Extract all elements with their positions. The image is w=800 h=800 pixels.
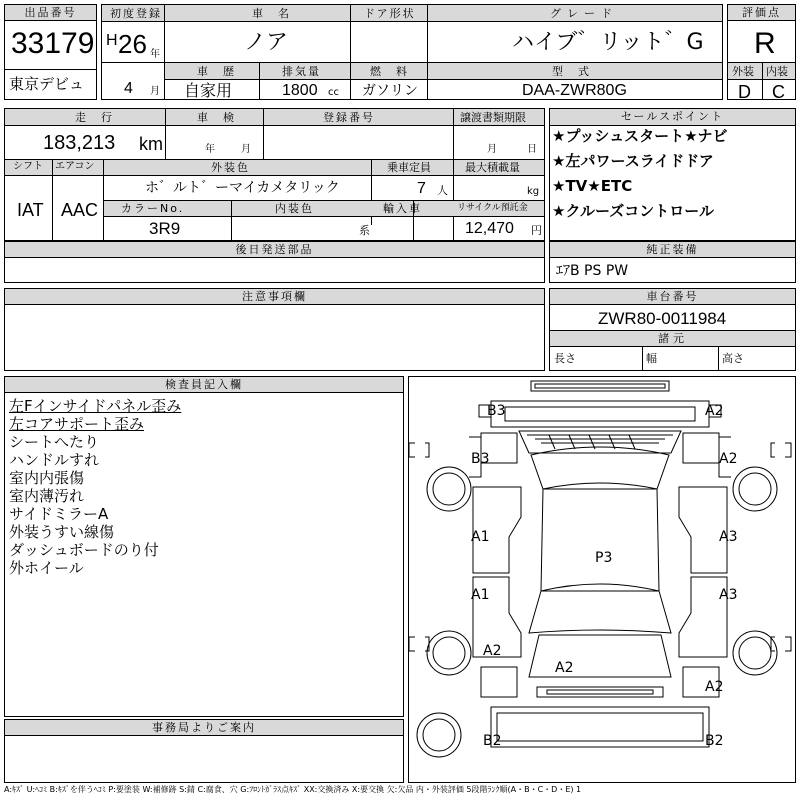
inspector-remark: 外装うすい線傷: [9, 523, 115, 541]
aircon-label: エアコン: [55, 161, 95, 172]
damage-mark: A2: [555, 660, 574, 676]
interior-label: 内装: [766, 65, 788, 78]
office-label: 事務局よりご案内: [5, 720, 403, 736]
car-name-label: 車 名: [252, 7, 291, 20]
int-color-label: 内装色: [275, 202, 314, 215]
detail-box: [4, 108, 545, 241]
notes-box: [4, 288, 545, 371]
damage-mark: B3: [487, 403, 506, 419]
damage-mark: P3: [595, 550, 613, 566]
era: H: [106, 32, 118, 49]
max-load-label: 最大積載量: [465, 161, 520, 174]
chassis-no-label: 車台番号: [550, 289, 795, 305]
damage-diagram-box: [408, 376, 796, 783]
genuine-equip-box: [549, 241, 796, 283]
inspector-remark: シートへたり: [9, 433, 100, 451]
inspector-remark: ハンドルすれ: [9, 451, 100, 469]
damage-mark: A2: [483, 643, 502, 659]
genuine-equip-label: 純正装備: [550, 242, 795, 258]
displacement-unit: cc: [328, 87, 339, 98]
max-load-unit: kg: [527, 186, 540, 197]
score-value: R: [754, 27, 776, 60]
damage-mark: B3: [471, 451, 490, 467]
capacity-unit: 人: [437, 184, 448, 197]
height-label: 高さ: [722, 352, 744, 365]
office-box: [4, 719, 404, 783]
later-parts-label: 後日発送部品: [5, 242, 544, 258]
exterior-grade: D: [738, 82, 751, 102]
door-label: ドア形状: [364, 7, 416, 20]
fuel-value: ガソリン: [362, 83, 418, 99]
first-reg-label: 初度登録: [110, 7, 162, 20]
mileage-value: 183,213: [43, 132, 116, 154]
inspection-month-unit: 月: [241, 144, 251, 155]
inspector-remark: サイドミラーA: [9, 505, 109, 523]
color-no-label: カラーNo.: [121, 202, 185, 215]
sales-point-item: ★左パワースライドドア: [552, 152, 714, 170]
damage-mark: A2: [705, 679, 724, 695]
vehicle-info-box: [101, 4, 723, 100]
damage-mark: A1: [471, 529, 490, 545]
ext-color-value: ホ゛ルト゛ーマイカメタリック: [145, 180, 340, 196]
inspector-remark: 室内薄汚れ: [9, 487, 85, 505]
specs-label: 諸元: [658, 332, 688, 345]
grade-label: グレード: [550, 7, 618, 20]
color-no-value: 3R9: [149, 219, 181, 238]
model-code: DAA-ZWR80G: [522, 82, 627, 99]
transfer-day-unit: 日: [527, 144, 537, 155]
damage-mark: A2: [719, 451, 738, 467]
mileage-label: 走 行: [75, 111, 114, 124]
shift-value: IAT: [17, 200, 44, 220]
capacity-value: 7: [417, 180, 426, 197]
recycle-value: 12,470: [465, 220, 514, 237]
reg-year: 26: [118, 29, 147, 59]
inspector-remark: 左Fインサイドパネル歪み: [9, 397, 182, 415]
notes-label: 注意事項欄: [5, 289, 544, 305]
damage-mark: A2: [705, 403, 724, 419]
venue-name: 東京デビュ: [9, 75, 85, 93]
sales-point-item: ★TV★ETC: [552, 177, 633, 195]
mileage-unit: km: [139, 134, 163, 154]
year-unit: 年: [150, 49, 160, 60]
inspector-label: 検査員記入欄: [5, 377, 403, 393]
car-body-diagram: [409, 377, 795, 782]
chassis-no-value: ZWR80-0011984: [598, 309, 727, 328]
inspector-remark: 室内内張傷: [9, 469, 85, 487]
history-value: 自家用: [184, 81, 233, 100]
chassis-box: [549, 288, 796, 371]
damage-mark: B2: [705, 733, 724, 749]
history-label: 車 歴: [197, 65, 236, 78]
inspection-label: 車 検: [197, 111, 236, 124]
damage-mark: B2: [483, 733, 502, 749]
fuel-label: 燃 料: [370, 65, 409, 78]
lot-number-box: [4, 4, 97, 100]
reg-month: 4: [124, 80, 133, 97]
model-code-label: 型 式: [552, 65, 591, 78]
int-color-unit: 系: [359, 224, 370, 237]
score-box: [727, 4, 796, 100]
exterior-label: 外装: [732, 65, 754, 78]
capacity-label: 乗車定員: [387, 161, 431, 174]
car-name: ノア: [244, 30, 289, 55]
grade: ハイブ゛リット゛G: [512, 30, 704, 55]
inspection-year-unit: 年: [205, 144, 215, 155]
damage-mark: A1: [471, 587, 490, 603]
damage-mark: A3: [719, 529, 738, 545]
lot-number-label: 出品番号: [5, 5, 96, 21]
recycle-unit: 円: [531, 224, 542, 237]
sales-points-label: セールスポイント: [550, 109, 795, 126]
interior-grade: C: [772, 82, 785, 102]
aircon-value: AAC: [61, 200, 99, 220]
month-unit: 月: [150, 86, 160, 97]
displacement-value: 1800: [282, 82, 318, 99]
damage-mark: A3: [719, 587, 738, 603]
length-label: 長さ: [554, 352, 576, 365]
inspector-remark: ダッシュボードのり付: [9, 541, 159, 559]
sales-point-item: ★プッシュスタート★ナビ: [552, 127, 728, 145]
transfer-label: 譲渡書類期限: [460, 111, 526, 124]
transfer-month-unit: 月: [487, 144, 497, 155]
legend-text: A:ｷｽﾞ U:ﾍｺﾐ B:ｷｽﾞを伴うﾍｺﾐ P:要塗装 W:補修跡 S:錆 C:腐食、穴 G:ﾌﾛﾝﾄｶﾞﾗｽ点ｷｽﾞ XX:交換済み X:要交換 欠:欠品 内・外装評価 5段階ﾗﾝｸ順(A・B・C・D・E) 1: [4, 785, 582, 794]
recycle-label: リサイクル預託金: [457, 203, 528, 213]
import-label: 輸入車: [383, 202, 422, 215]
sales-points-box: [549, 108, 796, 241]
lot-number: 33179: [11, 27, 95, 60]
genuine-equip-value: ｴｱB PS PW: [556, 263, 629, 279]
reg-no-label: 登録番号: [323, 111, 375, 124]
width-label: 幅: [646, 352, 657, 365]
later-parts-box: [4, 241, 545, 283]
shift-label: シフト: [13, 161, 43, 172]
displacement-label: 排気量: [282, 65, 321, 78]
inspector-remark: 外ホイール: [9, 559, 84, 577]
sales-point-item: ★クルーズコントロール: [552, 202, 714, 220]
inspector-remark: 左コアサポート歪み: [9, 415, 145, 433]
ext-color-label: 外装色: [211, 161, 250, 174]
score-label: 評価点: [728, 5, 795, 21]
inspector-box: [4, 376, 404, 717]
